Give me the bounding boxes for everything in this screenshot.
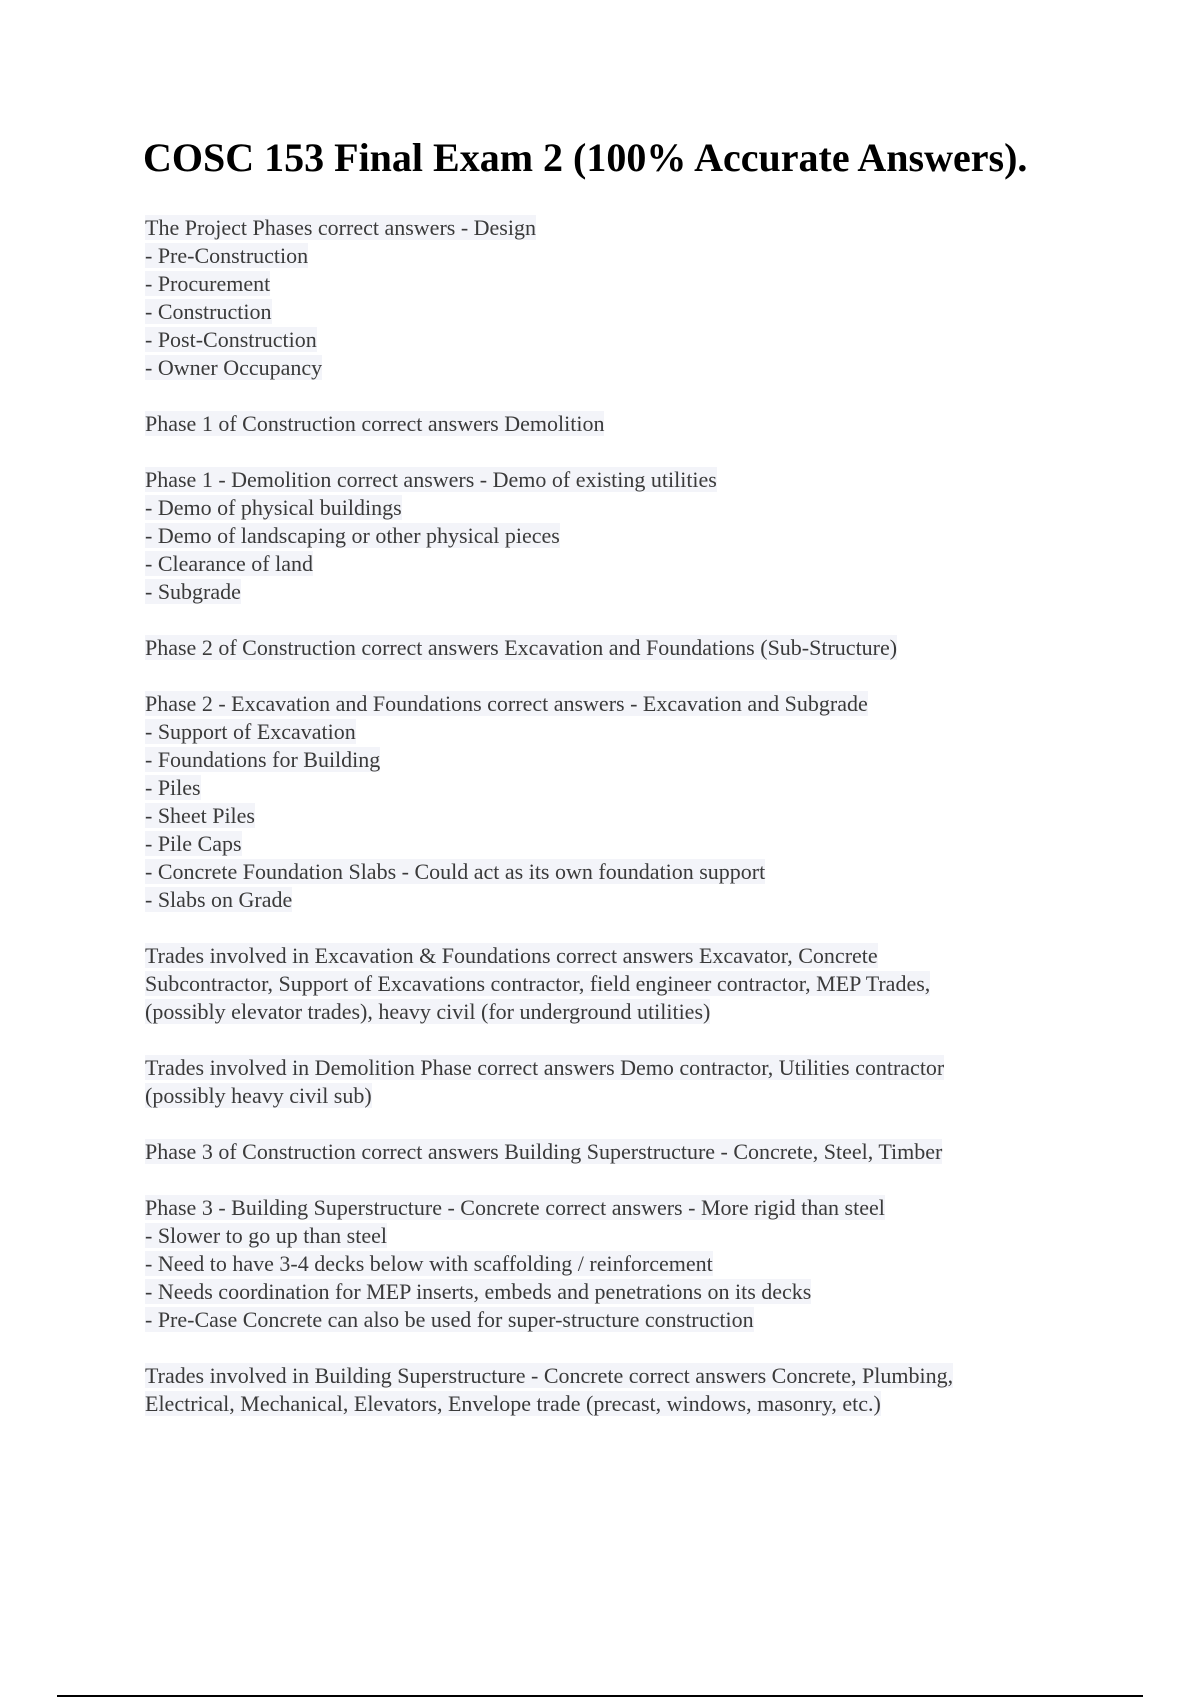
- qa-answer-line: [145, 270, 1045, 298]
- qa-line-text: - Slower to go up than steel: [145, 1223, 387, 1248]
- qa-entry: [145, 466, 1045, 606]
- qa-line-text: - Subgrade: [145, 579, 241, 604]
- qa-answer-line: [145, 1250, 1045, 1278]
- qa-answer-line: [145, 298, 1045, 326]
- qa-answer-line: [145, 1390, 1045, 1418]
- qa-answer-line: [145, 746, 1045, 774]
- qa-answer-line: [145, 578, 1045, 606]
- qa-list: [145, 214, 1045, 1446]
- footer-divider: [57, 1695, 1143, 1697]
- qa-answer-line: [145, 886, 1045, 914]
- qa-question-line: [145, 1194, 1045, 1222]
- qa-line-text: - Pile Caps: [145, 831, 242, 856]
- qa-entry: [145, 1194, 1045, 1334]
- qa-answer-line: [145, 858, 1045, 886]
- qa-entry: [145, 1362, 1045, 1418]
- qa-line-text: Trades involved in Demolition Phase correct answers Demo contractor, Utilities contractor: [145, 1055, 945, 1080]
- qa-line-text: - Procurement: [145, 271, 271, 296]
- qa-line-text: - Pre-Case Concrete can also be used for super-structure construction: [145, 1307, 754, 1332]
- qa-answer-line: [145, 1222, 1045, 1250]
- qa-question-line: [145, 410, 1045, 438]
- qa-entry: [145, 942, 1045, 1026]
- qa-line-text: Trades involved in Building Superstructure - Concrete correct answers Concrete, Plumbing,: [145, 1363, 954, 1388]
- qa-line-text: Phase 3 - Building Superstructure - Concrete correct answers - More rigid than steel: [145, 1195, 885, 1220]
- page-title: COSC 153 Final Exam 2 (100% Accurate Answers).: [143, 135, 1028, 180]
- qa-answer-line: [145, 242, 1045, 270]
- qa-question-line: [145, 634, 1045, 662]
- qa-answer-line: [145, 522, 1045, 550]
- qa-line-text: Trades involved in Excavation & Foundations correct answers Excavator, Concrete: [145, 943, 878, 968]
- qa-question-line: [145, 466, 1045, 494]
- qa-line-text: - Demo of physical buildings: [145, 495, 402, 520]
- qa-line-text: - Foundations for Building: [145, 747, 381, 772]
- qa-entry: [145, 634, 1045, 662]
- qa-line-text: - Sheet Piles: [145, 803, 255, 828]
- qa-line-text: - Piles: [145, 775, 201, 800]
- qa-question-line: [145, 1054, 1045, 1082]
- qa-line-text: - Post-Construction: [145, 327, 317, 352]
- qa-question-line: [145, 942, 1045, 970]
- qa-answer-line: [145, 494, 1045, 522]
- qa-question-line: [145, 1138, 1045, 1166]
- qa-answer-line: [145, 326, 1045, 354]
- qa-answer-line: [145, 970, 1045, 998]
- qa-line-text: The Project Phases correct answers - Design: [145, 215, 536, 240]
- qa-answer-line: [145, 354, 1045, 382]
- qa-line-text: Subcontractor, Support of Excavations contractor, field engineer contractor, MEP Trades,: [145, 971, 931, 996]
- qa-line-text: Phase 1 - Demolition correct answers - Demo of existing utilities: [145, 467, 717, 492]
- qa-answer-line: [145, 718, 1045, 746]
- qa-line-text: (possibly heavy civil sub): [145, 1083, 372, 1108]
- qa-line-text: Electrical, Mechanical, Elevators, Envelope trade (precast, windows, masonry, etc.): [145, 1391, 881, 1416]
- qa-line-text: - Pre-Construction: [145, 243, 309, 268]
- qa-answer-line: [145, 774, 1045, 802]
- qa-entry: [145, 410, 1045, 438]
- qa-answer-line: [145, 1082, 1045, 1110]
- qa-line-text: Phase 2 of Construction correct answers Excavation and Foundations (Sub-Structure): [145, 635, 898, 660]
- qa-line-text: - Need to have 3-4 decks below with scaffolding / reinforcement: [145, 1251, 713, 1276]
- qa-entry: [145, 1054, 1045, 1110]
- qa-answer-line: [145, 1306, 1045, 1334]
- qa-line-text: - Support of Excavation: [145, 719, 356, 744]
- qa-answer-line: [145, 998, 1045, 1026]
- qa-line-text: - Slabs on Grade: [145, 887, 293, 912]
- qa-line-text: - Construction: [145, 299, 272, 324]
- qa-line-text: Phase 2 - Excavation and Foundations correct answers - Excavation and Subgrade: [145, 691, 868, 716]
- qa-answer-line: [145, 830, 1045, 858]
- qa-line-text: - Demo of landscaping or other physical pieces: [145, 523, 560, 548]
- qa-line-text: - Clearance of land: [145, 551, 313, 576]
- qa-entry: [145, 690, 1045, 914]
- qa-answer-line: [145, 550, 1045, 578]
- qa-line-text: (possibly elevator trades), heavy civil (for underground utilities): [145, 999, 711, 1024]
- qa-question-line: [145, 690, 1045, 718]
- qa-answer-line: [145, 1278, 1045, 1306]
- qa-line-text: - Needs coordination for MEP inserts, embeds and penetrations on its decks: [145, 1279, 812, 1304]
- qa-line-text: Phase 1 of Construction correct answers Demolition: [145, 411, 605, 436]
- qa-question-line: [145, 214, 1045, 242]
- qa-question-line: [145, 1362, 1045, 1390]
- qa-line-text: - Concrete Foundation Slabs - Could act as its own foundation support: [145, 859, 766, 884]
- qa-entry: [145, 214, 1045, 382]
- qa-line-text: Phase 3 of Construction correct answers Building Superstructure - Concrete, Steel, Timber: [145, 1139, 943, 1164]
- qa-entry: [145, 1138, 1045, 1166]
- qa-answer-line: [145, 802, 1045, 830]
- qa-line-text: - Owner Occupancy: [145, 355, 323, 380]
